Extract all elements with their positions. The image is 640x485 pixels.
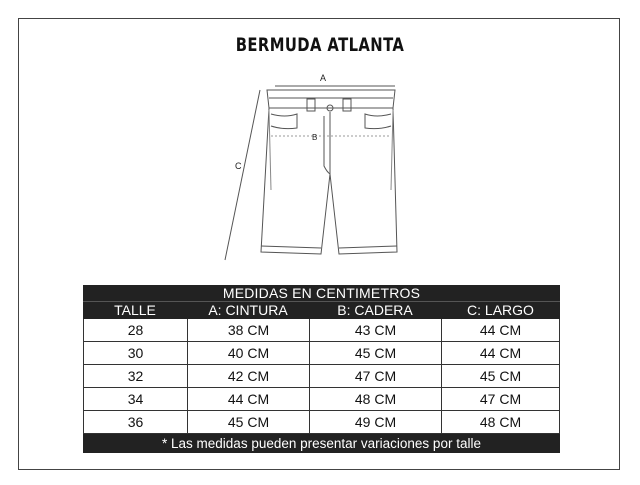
- cell-cintura: 38 CM: [187, 319, 309, 341]
- header-cintura: A: CINTURA: [208, 302, 288, 318]
- label-c: C: [235, 161, 242, 171]
- cell-talle: 28: [83, 319, 187, 341]
- cell-talle: 34: [83, 388, 187, 410]
- cell-talle: 32: [83, 365, 187, 387]
- table-header-row: [83, 301, 560, 319]
- cell-cintura: 42 CM: [187, 365, 309, 387]
- cell-largo: 48 CM: [441, 411, 560, 433]
- cell-cintura: 40 CM: [187, 342, 309, 364]
- cell-talle: 36: [83, 411, 187, 433]
- header-largo: C: LARGO: [467, 302, 534, 318]
- cell-largo: 44 CM: [441, 319, 560, 341]
- label-b: B: [312, 133, 318, 142]
- cell-cadera: 49 CM: [309, 411, 441, 433]
- cell-largo: 47 CM: [441, 388, 560, 410]
- table-row: [83, 319, 560, 342]
- cell-cintura: 44 CM: [187, 388, 309, 410]
- table-row: [83, 388, 560, 411]
- measure-line-c: [225, 90, 260, 260]
- page-title: BERMUDA ATLANTA: [235, 34, 405, 56]
- cell-cadera: 47 CM: [309, 365, 441, 387]
- table-footnote: * Las medidas pueden presentar variaciones por talle: [83, 434, 560, 453]
- label-a: A: [320, 73, 327, 83]
- table-row: [83, 365, 560, 388]
- cell-largo: 45 CM: [441, 365, 560, 387]
- cell-cintura: 45 CM: [187, 411, 309, 433]
- cell-talle: 30: [83, 342, 187, 364]
- header-talle: TALLE: [114, 302, 156, 318]
- cell-largo: 44 CM: [441, 342, 560, 364]
- table-banner: MEDIDAS EN CENTIMETROS: [83, 285, 560, 301]
- cell-cadera: 48 CM: [309, 388, 441, 410]
- shorts-diagram: [215, 70, 425, 275]
- cell-cadera: 45 CM: [309, 342, 441, 364]
- size-table: [83, 285, 560, 453]
- table-row: [83, 342, 560, 365]
- table-row: [83, 411, 560, 434]
- header-cadera: B: CADERA: [337, 302, 413, 318]
- cell-cadera: 43 CM: [309, 319, 441, 341]
